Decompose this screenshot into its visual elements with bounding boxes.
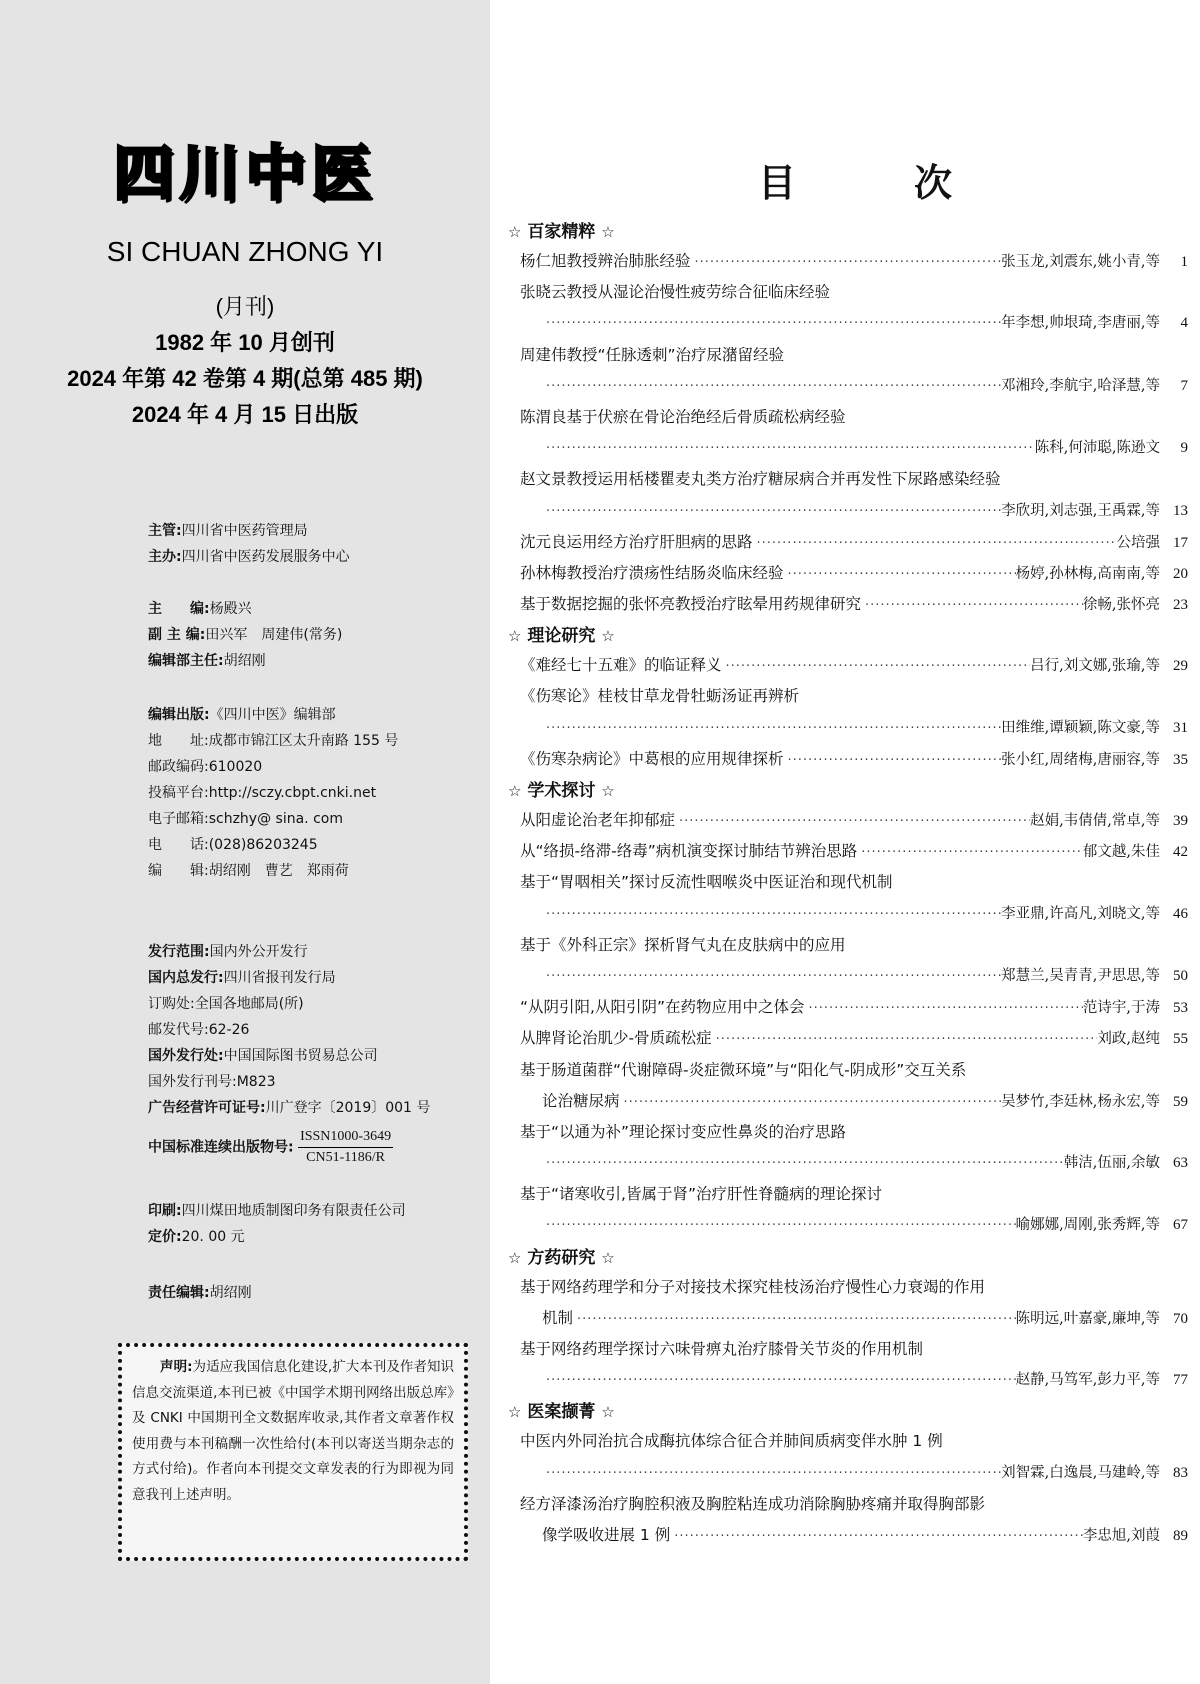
entry-title: 陈渭良基于伏瘀在骨论治绝经后骨质疏松病经验 [520, 407, 846, 426]
info-row [148, 991, 430, 1017]
info-label: 地 址: [148, 733, 209, 749]
info-value: http://sczy.cbpt.cnki.net [208, 785, 377, 801]
entry-title: 张晓云教授从湿论治慢性疲劳综合征临床经验 [520, 283, 831, 302]
toc-entry-line [508, 930, 1188, 961]
star-icon: ☆ [601, 223, 615, 241]
journal-frequency: (月刊) [215, 294, 275, 319]
entry-page: 20 [1173, 565, 1188, 582]
info-row [148, 1095, 430, 1121]
toc-entry-line [508, 650, 1188, 681]
star-icon: ☆ [601, 1403, 615, 1422]
leader-dots [861, 590, 1083, 621]
toc-entry-line [508, 1117, 1188, 1148]
toc-entry-line [508, 589, 1188, 620]
entry-page: 42 [1173, 844, 1188, 861]
info-label: 电子邮箱: [148, 811, 209, 827]
toc-entry-line [508, 433, 1188, 464]
entry-title: 基于肠道菌群“代谢障碍-炎症微环境”与“阳化气-阴成形”交互关系 [520, 1060, 967, 1079]
info-supervisor [148, 518, 350, 570]
entry-authors: 喻娜娜,周刚,张秀辉,等 [1015, 1217, 1160, 1234]
toc-entry-line [508, 371, 1188, 402]
section-heading [508, 1244, 1188, 1272]
entry-page: 70 [1173, 1310, 1188, 1327]
notice-lead: 声明: [160, 1359, 193, 1375]
toc-entry-line [508, 402, 1188, 433]
entry-page: 59 [1173, 1093, 1188, 1110]
info-row [148, 1198, 406, 1224]
info-value: 成都市锦江区太升南路 155 号 [208, 733, 399, 749]
entry-title: 中医内外同治抗合成酶抗体综合征合并肺间质病变伴水肿 1 例 [520, 1432, 943, 1451]
entry-title: 孙林梅教授治疗溃疡性结肠炎临床经验 [520, 563, 784, 582]
toc-entry-line [508, 992, 1188, 1023]
toc-entry-line [508, 713, 1188, 744]
entry-authors: 赵娟,韦倩倩,常卓,等 [1030, 813, 1160, 829]
info-value: 胡绍刚 [223, 653, 266, 669]
info-row [148, 596, 342, 622]
info-value: (028)86203245 [208, 837, 318, 853]
entry-authors: 年李想,帅垠琦,李唐丽,等 [1001, 315, 1160, 332]
entry-authors: 范诗宇,于涛 [1082, 1000, 1160, 1017]
entry-page: 89 [1173, 1527, 1188, 1544]
section-name: 医案撷菁 [521, 1402, 602, 1423]
entry-authors: 李忠旭,刘葭 [1082, 1527, 1160, 1544]
info-label: 编辑部主任: [148, 653, 224, 669]
info-label: 国内总发行: [148, 970, 224, 986]
toc-entry-line [508, 558, 1188, 589]
entry-authors: 徐畅,张怀亮 [1082, 597, 1160, 614]
entry-page: 4 [1180, 315, 1188, 332]
info-value: 国内外公开发行 [209, 944, 308, 960]
entry-authors: 张玉龙,刘震东,姚小青,等 [1001, 254, 1160, 270]
entry-page: 39 [1173, 813, 1188, 829]
entry-title: 从脾肾论治肌少-骨质疏松症 [520, 1029, 712, 1048]
info-row [148, 965, 430, 991]
leader-dots [857, 837, 1083, 868]
leader-dots [542, 713, 1001, 744]
toc-entry-line [508, 1210, 1188, 1241]
entry-title: 沈元良运用经方治疗肝胆病的思路 [520, 532, 753, 551]
info-value: 四川煤田地质制图印务有限责任公司 [181, 1203, 406, 1219]
toc-entry-line [508, 1023, 1188, 1054]
entry-authors: 公培强 [1116, 534, 1160, 551]
entry-title: 《伤寒杂病论》中葛根的应用规律探析 [520, 749, 784, 768]
toc-entry-line [508, 1334, 1188, 1365]
info-value: 全国各地邮局(所) [194, 996, 304, 1012]
entry-page: 31 [1173, 719, 1188, 736]
star-icon: ☆ [601, 1248, 615, 1267]
editor-label: 责任编辑: [148, 1285, 210, 1301]
leader-dots [542, 961, 1001, 992]
toc-entry-line [508, 1458, 1188, 1489]
info-row [148, 648, 342, 674]
info-label: 主 编: [148, 601, 210, 617]
leader-dots [542, 371, 1001, 402]
info-value: 62-26 [208, 1022, 250, 1038]
toc-title: 目 次 [757, 161, 992, 205]
info-row [148, 780, 398, 806]
toc-entry-line [508, 1055, 1188, 1086]
info-value: 四川省报刊发行局 [223, 970, 336, 986]
entry-page: 13 [1173, 502, 1188, 519]
info-row [148, 1043, 430, 1069]
toc-entry-line [508, 246, 1188, 277]
entry-authors: 杨婷,孙林梅,高南南,等 [1015, 565, 1160, 582]
leader-dots [542, 308, 1001, 339]
star-icon: ☆ [508, 782, 522, 800]
info-label: 邮政编码: [148, 759, 209, 775]
entry-page: 1 [1180, 254, 1188, 270]
info-label: 订购处: [148, 996, 195, 1012]
info-label: 电 话: [148, 837, 209, 853]
info-distribution [148, 939, 430, 1121]
info-label: 邮发代号: [148, 1022, 209, 1038]
toc-entry-line [508, 961, 1188, 992]
toc-entry-line [508, 464, 1188, 495]
info-label: 副 主 编: [148, 627, 206, 643]
info-label: 国外发行刊号: [148, 1074, 237, 1090]
toc-entry-line [508, 308, 1188, 339]
info-label: 国外发行处: [148, 1048, 224, 1064]
info-label: 主办: [148, 549, 182, 565]
leader-dots [712, 1024, 1098, 1055]
entry-title: 基于网络药理学和分子对接技术探究桂枝汤治疗慢性心力衰竭的作用 [520, 1277, 986, 1296]
entry-page: 63 [1173, 1155, 1188, 1172]
info-row [148, 1017, 430, 1043]
entry-authors: 李亚鼎,许高凡,刘晓文,等 [1001, 905, 1160, 922]
toc-entry-line [508, 1148, 1188, 1179]
entry-authors: 吕行,刘文娜,张瑜,等 [1030, 658, 1160, 675]
entry-page: 9 [1180, 440, 1188, 457]
entry-page: 35 [1173, 751, 1188, 768]
entry-authors: 邓湘玲,李航宇,哈泽慧,等 [1001, 377, 1160, 394]
leader-dots [542, 1458, 1001, 1489]
entry-title: 基于网络药理学探讨六味骨痹丸治疗膝骨关节炎的作用机制 [520, 1340, 924, 1358]
info-label: 主管: [148, 523, 182, 539]
entry-title: 基于数据挖掘的张怀亮教授治疗眩晕用药规律研究 [520, 595, 862, 614]
info-printing [148, 1198, 406, 1250]
section-heading [508, 777, 1188, 805]
leader-dots [691, 247, 1002, 278]
entry-title: 基于“诸寒收引,皆属于肾”治疗肝性脊髓病的理论探讨 [520, 1185, 882, 1204]
toc-entry-line [508, 496, 1188, 527]
info-value: schzhy@ sina. com [208, 811, 343, 827]
entry-authors: 陈科,何沛聪,陈逊文 [1034, 440, 1160, 457]
section-name: 学术探讨 [521, 781, 602, 801]
leader-dots [675, 806, 1030, 837]
info-value: 《四川中医》编辑部 [209, 707, 336, 723]
info-label: 编 辑: [148, 863, 209, 879]
leader-dots [784, 745, 1002, 776]
info-label: 印刷: [148, 1203, 182, 1219]
entry-title: 从阳虚论治老年抑郁症 [520, 811, 676, 829]
entry-authors: 李欣玥,刘志强,王禹霖,等 [1001, 502, 1160, 519]
info-row [148, 622, 342, 648]
leader-dots [542, 1148, 1064, 1179]
entry-page: 46 [1173, 905, 1188, 922]
entry-page: 7 [1180, 377, 1188, 394]
entry-title: 周建伟教授“任脉透刺”治疗尿潴留经验 [520, 345, 785, 364]
info-value: M823 [236, 1074, 276, 1090]
journal-founded: 1982 年 10 月创刊 [155, 330, 335, 355]
toc-entry-line [508, 1179, 1188, 1210]
toc-entry-line [508, 1520, 1188, 1551]
info-row [148, 806, 398, 832]
cn-value: CN51-1186/R [306, 1150, 385, 1165]
info-row [148, 939, 430, 965]
info-label: 发行范围: [148, 944, 210, 960]
toc-entry-line [508, 805, 1188, 836]
entry-page: 29 [1173, 658, 1188, 675]
toc-entry-line [508, 899, 1188, 930]
section-heading [508, 622, 1188, 650]
journal-publish-date: 2024 年 4 月 15 日出版 [131, 402, 359, 427]
toc-entry-line [508, 681, 1188, 712]
info-value: 川广登字〔2019〕001 号 [265, 1100, 431, 1116]
table-of-contents [508, 216, 1188, 1551]
info-value: 胡绍刚 曹艺 郑雨荷 [208, 863, 349, 879]
section-name: 百家精粹 [521, 222, 602, 242]
entry-title: 从“络损-络滞-络毒”病机演变探讨肺结节辨治思路 [520, 842, 858, 861]
leader-dots [620, 1087, 1002, 1118]
entry-authors: 陈明远,叶嘉豪,廉坤,等 [1015, 1310, 1160, 1327]
entry-page: 83 [1173, 1464, 1188, 1481]
info-row [148, 858, 398, 884]
toc-entry-line [508, 527, 1188, 558]
info-value: 中国国际图书贸易总公司 [223, 1048, 378, 1064]
entry-page: 67 [1173, 1217, 1188, 1234]
entry-authors: 刘智霖,白逸晨,马建岭,等 [1001, 1464, 1160, 1481]
entry-page: 55 [1173, 1031, 1188, 1048]
leader-dots [573, 1304, 1016, 1335]
info-value: 20. 00 元 [181, 1229, 245, 1245]
issn-value: ISSN1000-3649 [298, 1127, 393, 1148]
leader-dots [784, 559, 1016, 590]
info-row [148, 702, 398, 728]
entry-page: 53 [1173, 1000, 1188, 1017]
info-label: 投稿平台: [148, 785, 209, 801]
entry-title: 杨仁旭教授辨治肺胀经验 [520, 252, 691, 270]
toc-entry-line [508, 1272, 1188, 1303]
info-value: 610020 [208, 759, 263, 775]
leader-dots [753, 528, 1117, 559]
info-label: 编辑出版: [148, 707, 210, 723]
star-icon: ☆ [508, 1403, 522, 1422]
entry-authors: 韩洁,伍丽,余敏 [1063, 1155, 1160, 1172]
journal-issue: 2024 年第 42 卷第 4 期(总第 485 期) [67, 366, 423, 391]
star-icon: ☆ [508, 223, 522, 241]
toc-entry-line [508, 277, 1188, 308]
editor-value: 胡绍刚 [209, 1285, 252, 1301]
info-value: 四川省中医药管理局 [181, 523, 308, 539]
leader-dots [722, 651, 1031, 682]
info-row [148, 544, 350, 570]
entry-title: 赵文景教授运用栝楼瞿麦丸类方治疗糖尿病合并再发性下尿路感染经验 [520, 470, 1001, 489]
toc-entry-line [508, 340, 1188, 371]
entry-page: 17 [1173, 534, 1188, 551]
notice-text: 为适应我国信息化建设,扩大本刊及作者知识信息交流渠道,本刊已被《中国学术期刊网络出版总库》及 CNKI 中国期刊全文数据库收录,其作者文章著作权使用费与本刊稿酬一次性给付(本刊以寄送当期杂志的方式付给)。作者向本刊提交文章发表的行为即视为同意我刊上述声明。 [132, 1359, 454, 1503]
leader-dots [542, 1210, 1016, 1241]
star-icon: ☆ [601, 782, 615, 800]
info-row [148, 1069, 430, 1095]
entry-authors: 吴梦竹,李廷林,杨永宏,等 [1001, 1093, 1160, 1110]
leader-dots [670, 1521, 1083, 1552]
star-icon: ☆ [508, 627, 522, 646]
star-icon: ☆ [601, 627, 615, 646]
entry-authors: 赵静,马笃军,彭力平,等 [1015, 1372, 1160, 1389]
toc-entry-line [508, 1489, 1188, 1520]
entry-authors: 田维维,谭颖颖,陈文豪,等 [1001, 719, 1160, 736]
entry-page: 23 [1173, 597, 1188, 614]
leader-dots [542, 496, 1001, 527]
info-row [148, 1224, 406, 1250]
info-row [148, 518, 350, 544]
info-row [148, 754, 398, 780]
entry-title: 基于《外科正宗》探析肾气丸在皮肤病中的应用 [520, 935, 846, 954]
entry-authors: 郑慧兰,吴青青,尹思思,等 [1001, 967, 1160, 984]
entry-title: “从阴引阳,从阳引阴”在药物应用中之体会 [520, 998, 805, 1017]
toc-entry-line [508, 744, 1188, 775]
entry-title: 基于“胃咽相关”探讨反流性咽喉炎中医证治和现代机制 [520, 873, 893, 892]
toc-entry-line [508, 836, 1188, 867]
entry-title: 像学吸收进展 1 例 [542, 1525, 671, 1544]
entry-title: 《难经七十五难》的临证释义 [520, 656, 722, 675]
entry-page: 77 [1173, 1372, 1188, 1389]
journal-title: 四川中医 [113, 139, 377, 209]
copyright-notice [118, 1343, 468, 1561]
issn-cn-fraction [298, 1127, 393, 1168]
entry-title: 机制 [542, 1308, 574, 1327]
info-value: 田兴军 周建伟(常务) [205, 627, 343, 643]
entry-title: 论治糖尿病 [542, 1091, 620, 1110]
star-icon: ☆ [508, 1248, 522, 1267]
info-value: 杨殿兴 [209, 601, 252, 617]
leader-dots [542, 1365, 1016, 1396]
info-label: 定价: [148, 1229, 182, 1245]
info-publisher [148, 702, 398, 884]
leader-dots [805, 993, 1083, 1024]
info-row [148, 728, 398, 754]
leader-dots [542, 433, 1035, 464]
journal-pinyin: SI CHUAN ZHONG YI [106, 236, 384, 267]
toc-entry-line [508, 1426, 1188, 1457]
toc-entry-line [508, 1086, 1188, 1117]
section-name: 方药研究 [521, 1247, 602, 1268]
toc-entry-line [508, 867, 1188, 898]
leader-dots [542, 899, 1001, 930]
section-name: 理论研究 [521, 626, 602, 647]
entry-title: 《伤寒论》桂枝甘草龙骨牡蛎汤证再辨析 [520, 687, 800, 706]
info-responsible-editor [148, 1280, 252, 1306]
info-editors [148, 596, 342, 674]
info-label: 广告经营许可证号: [148, 1100, 266, 1116]
entry-authors: 刘政,赵纯 [1097, 1031, 1160, 1048]
entry-title: 基于“以通为补”理论探讨变应性鼻炎的治疗思路 [520, 1122, 847, 1141]
toc-entry-line [508, 1365, 1188, 1396]
entry-authors: 张小红,周绪梅,唐丽容,等 [1001, 751, 1160, 768]
toc-entry-line [508, 1303, 1188, 1334]
section-heading [508, 218, 1188, 246]
section-heading [508, 1398, 1188, 1426]
info-value: 四川省中医药发展服务中心 [181, 549, 350, 565]
info-serial-number [148, 1127, 393, 1168]
serial-label: 中国标准连续出版物号: [148, 1139, 294, 1156]
entry-authors: 郁文越,朱佳 [1082, 844, 1160, 861]
entry-page: 50 [1173, 967, 1188, 984]
entry-title: 经方泽漆汤治疗胸腔积液及胸腔粘连成功消除胸胁疼痛并取得胸部影 [520, 1494, 986, 1513]
info-row [148, 832, 398, 858]
